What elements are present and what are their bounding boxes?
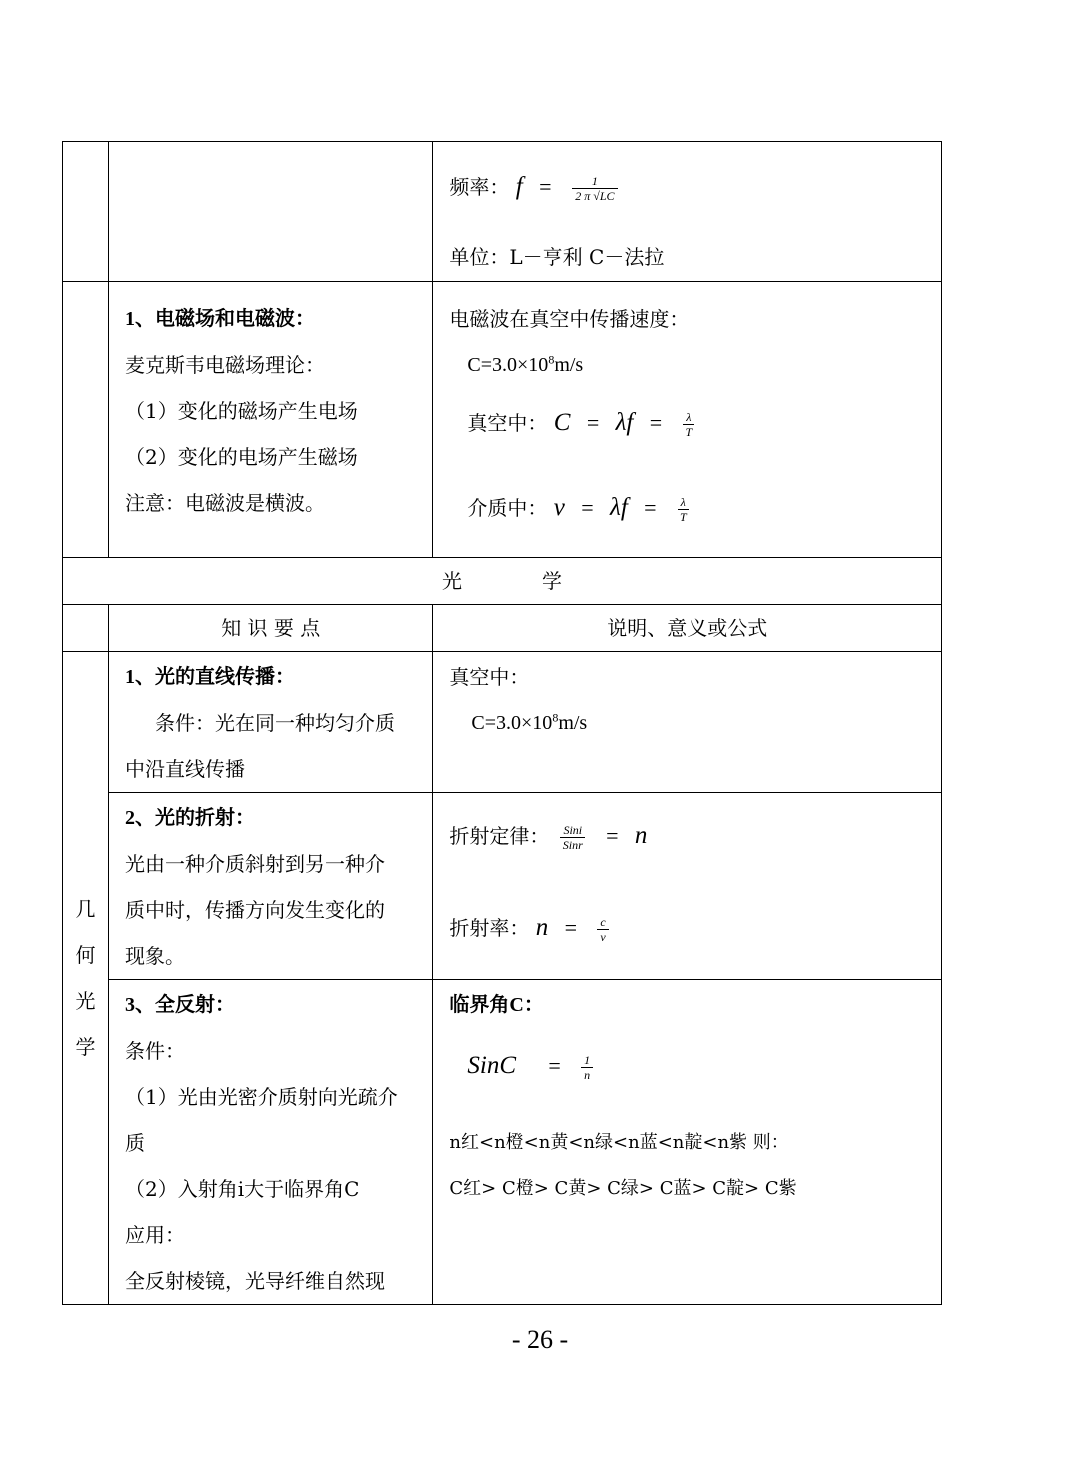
header-side-empty (63, 605, 109, 652)
var-c: C (553, 409, 571, 436)
formula-cell-refraction (433, 793, 942, 980)
knowledge-cell-refraction (109, 793, 433, 980)
straight-line: 中沿直线传播 (125, 757, 246, 781)
refraction-line: 现象。 (125, 944, 186, 968)
straight-line: 条件：光在同一种均匀介质 (155, 711, 396, 735)
formula-cell-lc (433, 142, 942, 282)
law-label: 折射定律： (449, 824, 550, 848)
fraction-denominator: v (600, 930, 606, 944)
em-line: （1）变化的磁场产生电场 (125, 399, 358, 423)
em-line: 麦克斯韦电磁场理论： (125, 353, 326, 377)
vacuum-label: 真空中： (467, 411, 548, 435)
equals-sign: = (644, 495, 657, 520)
speed-exponent: 8 (548, 352, 555, 367)
light-speed-value (449, 700, 941, 746)
fraction-denominator: n (584, 1068, 591, 1082)
row-section-title (63, 558, 942, 605)
color-critical-order: C红> C橙> C黄> C绿> C蓝> C靛> C紫 (449, 1178, 797, 1199)
row-refraction (63, 793, 942, 980)
tir-line: 质 (125, 1131, 146, 1155)
tir-line: 条件： (125, 1039, 186, 1063)
unit-text: 单位：L－亨利 C－法拉 (449, 245, 665, 269)
equals-sign: = (586, 410, 600, 435)
side-char: 学 (75, 1035, 96, 1059)
equals-sign: = (539, 174, 552, 199)
var-lambda-f: λf (615, 409, 634, 436)
straight-title: 1、光的直线传播： (125, 666, 296, 688)
speed-base: C=3.0×10 (467, 354, 549, 376)
fraction-denominator: T (679, 510, 687, 524)
tir-line: 应用： (125, 1223, 186, 1247)
fraction-denominator: T (685, 425, 693, 439)
lambda-over-t (677, 495, 690, 524)
tir-line: 全反射棱镜，光导纤维自然现 (125, 1269, 386, 1293)
critical-angle-label: 临界角C： (449, 994, 544, 1016)
tir-title: 3、全反射： (125, 994, 236, 1016)
frequency-label: 频率： (449, 175, 510, 199)
content-table (62, 141, 942, 1305)
medium-formula (449, 468, 941, 548)
side-cell-empty (63, 282, 109, 558)
var-v: v (553, 494, 565, 521)
side-cell-empty (63, 142, 109, 282)
em-speed-label: 电磁波在真空中传播速度： (449, 307, 690, 331)
frequency-fraction (572, 174, 618, 203)
refractive-index (449, 905, 941, 951)
knowledge-cell-tir (109, 980, 433, 1305)
refraction-law (449, 813, 941, 859)
c-over-v-fraction (597, 915, 608, 944)
sin-ratio-fraction (560, 823, 586, 852)
fraction-numerator: 1 (572, 174, 618, 189)
tir-line: （2）入射角i大于临界角C (125, 1177, 360, 1201)
index-label: 折射率： (449, 916, 530, 940)
equals-sign: = (581, 495, 594, 520)
vacuum-formula (449, 388, 941, 458)
refraction-line: 光由一种介质斜射到另一种介 (125, 852, 386, 876)
em-title: 1、电磁场和电磁波： (125, 308, 316, 330)
refraction-title: 2、光的折射： (125, 807, 256, 829)
frequency-formula (449, 164, 941, 210)
knowledge-cell-em (109, 282, 433, 558)
equals-sign: = (564, 915, 578, 940)
fraction-numerator: 1 (581, 1053, 593, 1068)
sin-c: SinC (467, 1052, 517, 1079)
speed-base: C=3.0×10 (471, 712, 553, 734)
formula-cell-em (433, 282, 942, 558)
side-char: 光 (75, 989, 96, 1013)
knowledge-cell-straight (109, 652, 433, 793)
speed-unit: m/s (554, 354, 584, 376)
equals-sign: = (649, 410, 663, 435)
lambda-over-t (683, 410, 696, 439)
fraction-denominator: 2 π √LC (575, 189, 615, 203)
frequency-var: f (515, 173, 523, 200)
em-line: （2）变化的电场产生磁场 (125, 445, 358, 469)
fraction-numerator: c (597, 915, 608, 930)
equals-sign: = (606, 823, 619, 848)
equals-sign: = (548, 1053, 561, 1078)
fraction-denominator: Sinr (562, 838, 583, 852)
medium-label: 介质中： (467, 496, 548, 520)
header-knowledge: 知 识 要 点 (109, 605, 433, 652)
var-n: n (634, 822, 648, 849)
section-title: 光 学 (63, 558, 942, 605)
formula-cell-tir (433, 980, 942, 1305)
formula-cell-straight (433, 652, 942, 793)
fraction-numerator: Sini (560, 823, 585, 838)
row-lc-oscillation (63, 142, 942, 282)
em-speed-value (449, 342, 941, 388)
one-over-n-fraction (581, 1053, 593, 1082)
speed-unit: m/s (558, 712, 588, 734)
vacuum-label: 真空中： (449, 665, 530, 689)
row-column-header (63, 605, 942, 652)
side-char: 何 (75, 943, 96, 967)
side-label-geometric-optics (63, 652, 109, 1305)
side-char: 几 (75, 897, 96, 921)
var-lambda-f: λf (610, 494, 628, 521)
speed-exponent: 8 (552, 710, 559, 725)
critical-angle-formula (449, 1028, 941, 1104)
page-number: - 26 - (511, 1325, 569, 1354)
knowledge-cell-empty (109, 142, 433, 282)
row-straight-propagation (63, 652, 942, 793)
row-total-reflection (63, 980, 942, 1305)
header-formula: 说明、意义或公式 (433, 605, 942, 652)
color-index-order: n红<n橙<n黄<n绿<n蓝<n靛<n紫 则： (449, 1132, 789, 1153)
refraction-line: 质中时，传播方向发生变化的 (125, 898, 386, 922)
row-em-waves (63, 282, 942, 558)
em-line: 注意：电磁波是横波。 (125, 491, 326, 515)
tir-line: （1）光由光密介质射向光疏介 (125, 1085, 398, 1109)
var-n: n (535, 914, 549, 941)
fraction-numerator: λ (683, 410, 694, 425)
fraction-numerator: λ (678, 495, 689, 510)
